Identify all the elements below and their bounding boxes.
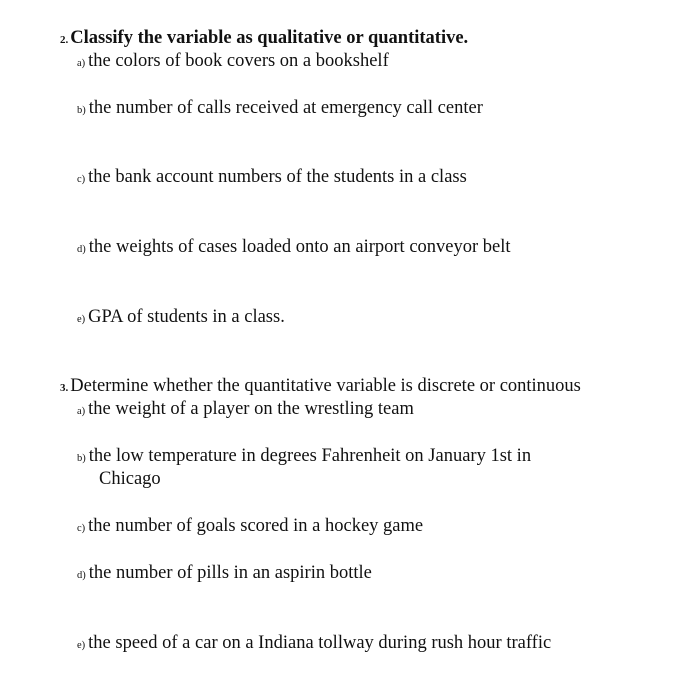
- item-text: GPA of students in a class.: [88, 307, 285, 327]
- question-3-item-c: [77, 515, 423, 540]
- item-text: the weights of cases loaded onto an airport conveyor belt: [88, 237, 511, 257]
- item-label: d): [77, 244, 86, 255]
- item-text: the number of pills in an aspirin bottle: [88, 563, 372, 583]
- item-text: the number of calls received at emergency call center: [88, 98, 483, 118]
- question-2-item-b: [77, 97, 483, 122]
- question-2-item-c: [77, 166, 467, 191]
- question-2-item-a: [77, 50, 389, 75]
- item-text-continued: Chicago: [99, 469, 161, 489]
- item-label: c): [77, 174, 86, 185]
- question-number: 3.: [60, 382, 69, 394]
- question-number: 2.: [60, 34, 69, 46]
- question-3-item-e: [77, 632, 551, 657]
- item-text: the low temperature in degrees Fahrenheit on January 1st in: [88, 446, 532, 466]
- item-label: e): [77, 314, 86, 325]
- item-text: the number of goals scored in a hockey game: [88, 516, 424, 536]
- item-text: the colors of book covers on a bookshelf: [88, 51, 389, 71]
- question-3-heading: [60, 375, 581, 399]
- question-prompt: Determine whether the quantitative variable is discrete or continuous: [70, 376, 581, 396]
- item-label: d): [77, 570, 86, 581]
- item-text: the speed of a car on a Indiana tollway during rush hour traffic: [88, 633, 552, 653]
- item-label: b): [77, 453, 86, 464]
- item-text: the weight of a player on the wrestling team: [88, 399, 414, 419]
- question-2-heading: [60, 27, 468, 51]
- item-label: a): [77, 58, 86, 69]
- item-text: the bank account numbers of the students in a class: [88, 167, 467, 187]
- item-label: c): [77, 523, 86, 534]
- question-3-item-b: [77, 445, 531, 470]
- question-3-item-b-continuation: [99, 468, 161, 490]
- item-label: a): [77, 406, 86, 417]
- question-3-item-a: [77, 398, 414, 423]
- item-label: e): [77, 640, 86, 651]
- question-prompt: Classify the variable as qualitative or quantitative.: [70, 28, 469, 48]
- question-3-item-d: [77, 562, 372, 587]
- question-2-item-d: [77, 236, 511, 261]
- item-label: b): [77, 105, 86, 116]
- question-2-item-e: [77, 306, 285, 331]
